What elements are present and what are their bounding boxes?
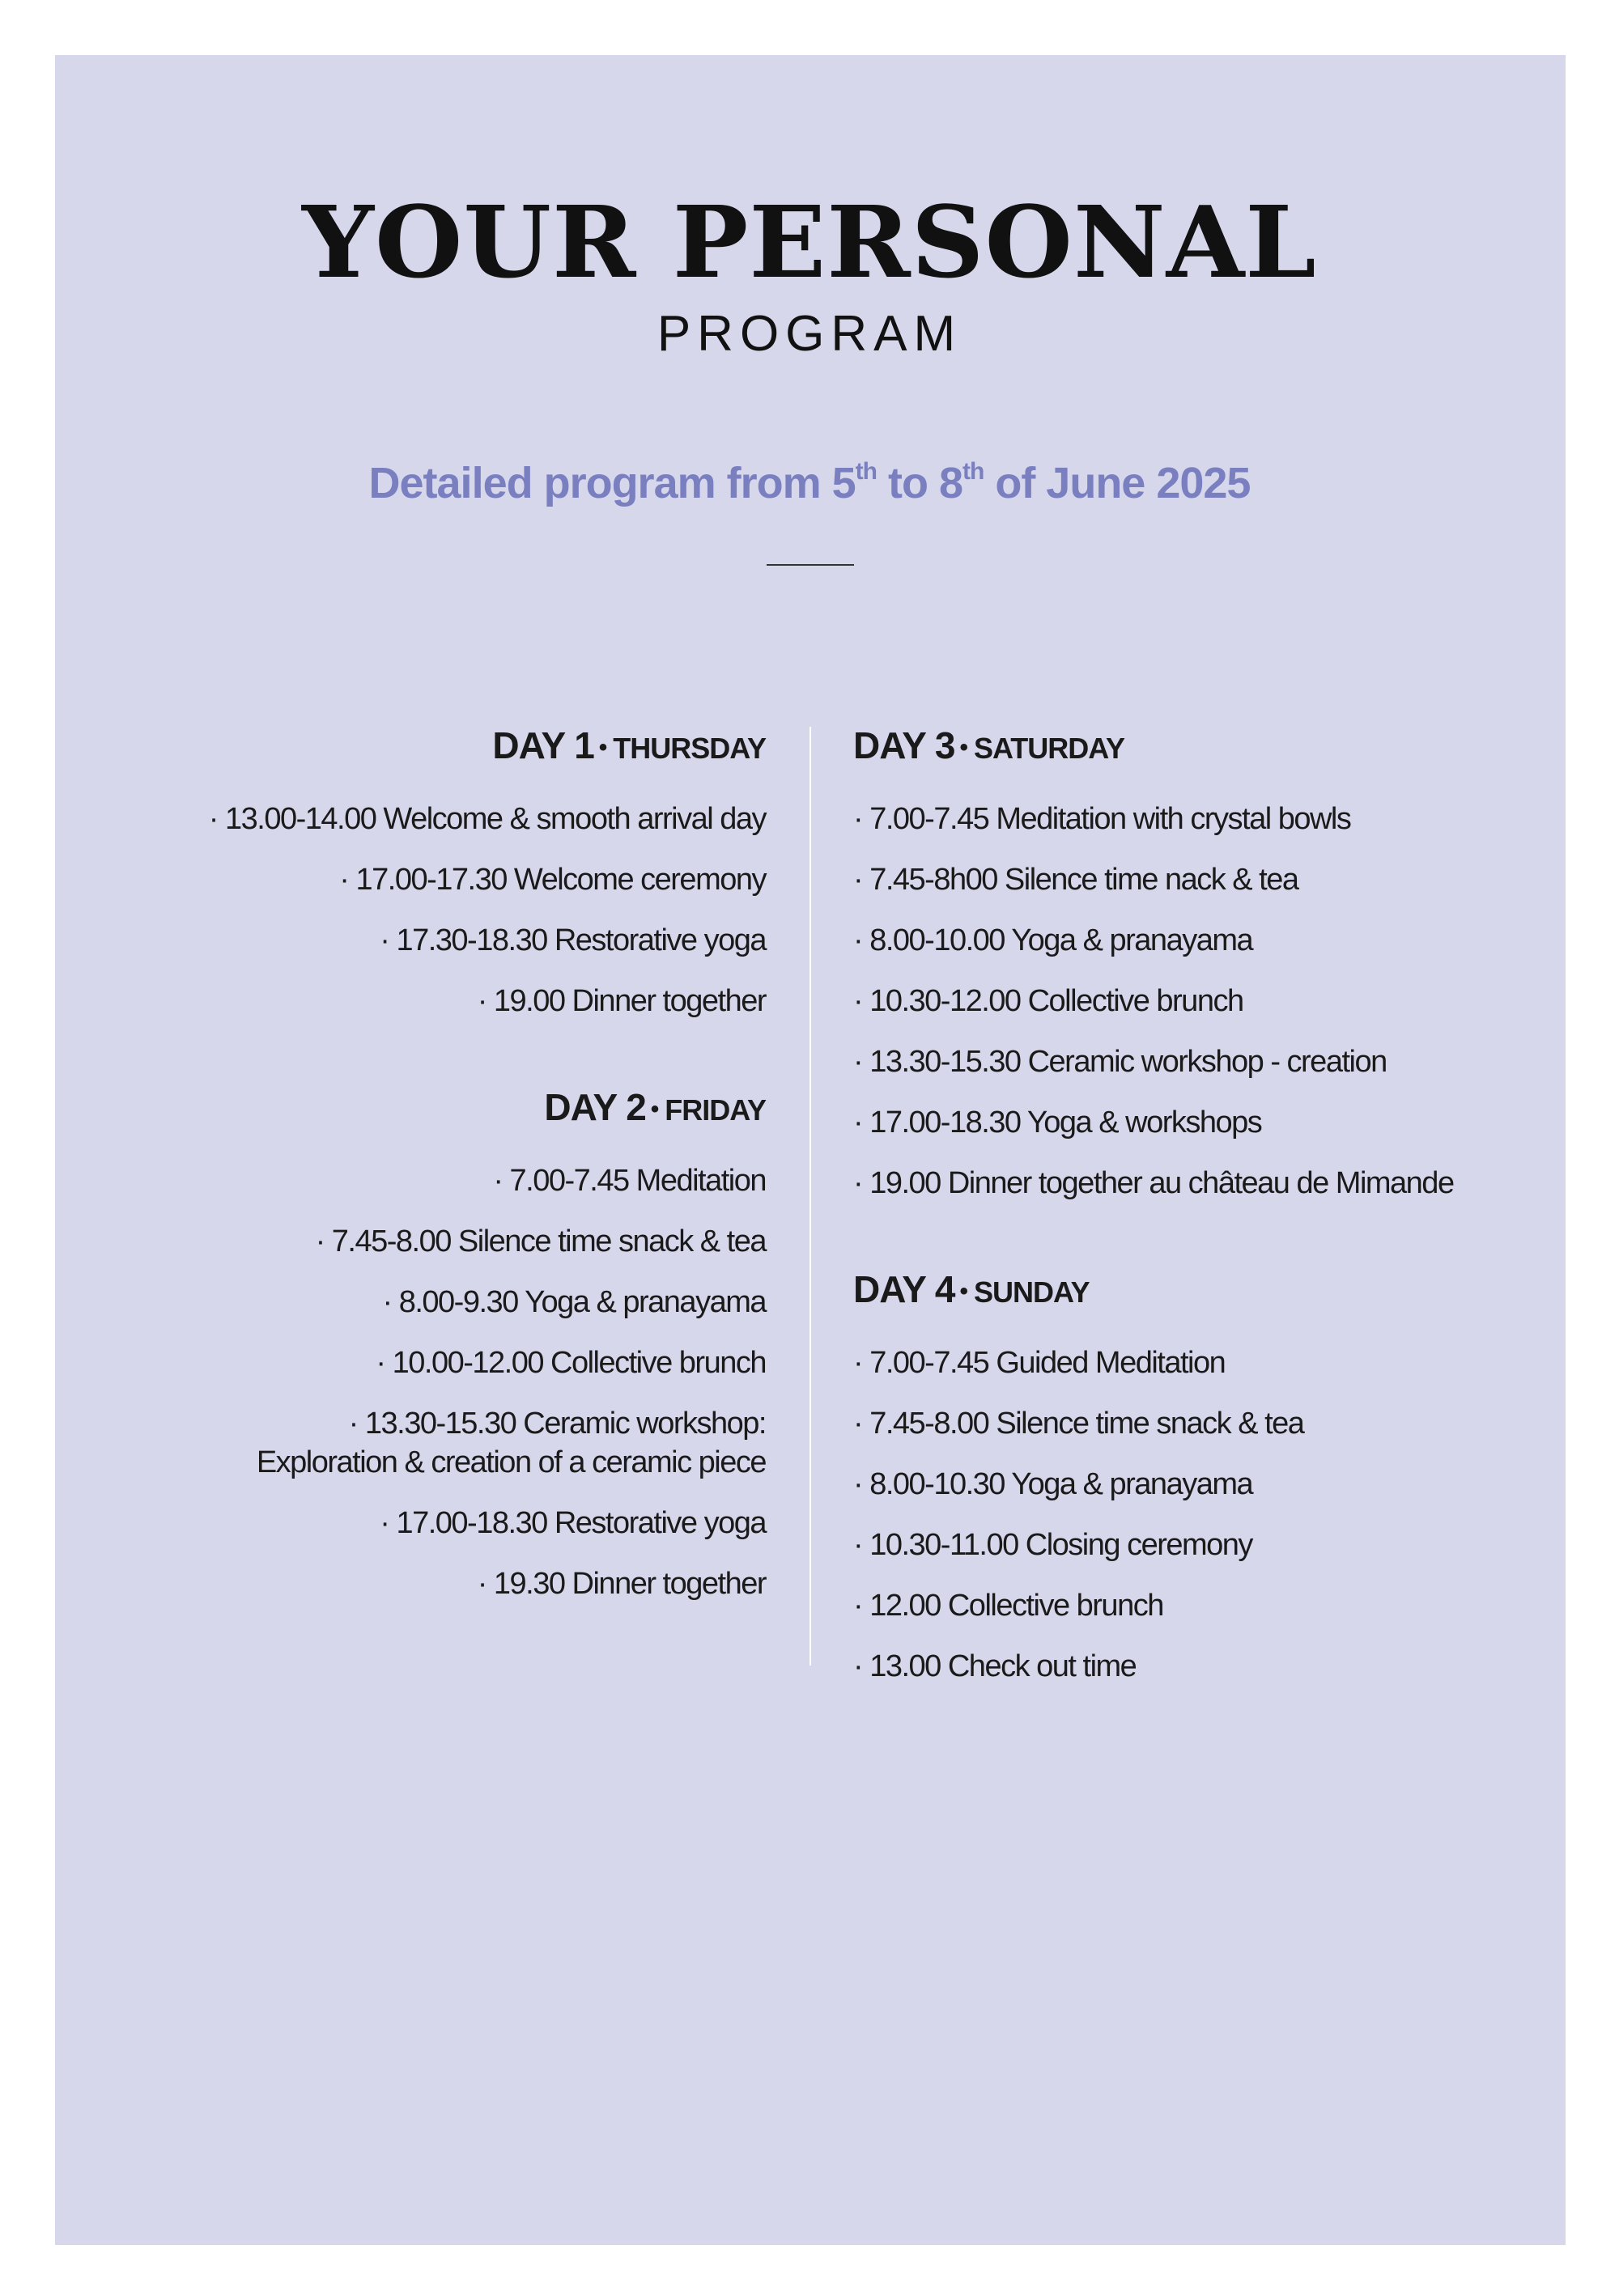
day-2-item: · 8.00-9.30 Yoga & pranayama xyxy=(382,1285,766,1319)
right-column xyxy=(853,719,1501,1746)
day-3-label: DAY 3 xyxy=(853,724,955,766)
day-4-item: · 7.45-8.00 Silence time snack & tea xyxy=(853,1407,1304,1441)
dates-suffix: of June 2025 xyxy=(984,459,1251,507)
day-3-item: · 19.00 Dinner together au château de Mimande xyxy=(853,1166,1454,1200)
dates-sup-1: th xyxy=(855,458,877,485)
day-2-block xyxy=(146,1080,766,1603)
day-4-item: · 10.30-11.00 Closing ceremony xyxy=(853,1528,1252,1562)
day-3-item: · 10.30-12.00 Collective brunch xyxy=(853,984,1243,1018)
day-3-separator: • xyxy=(959,734,967,761)
day-1-weekday: THURSDAY xyxy=(613,732,766,765)
day-2-item: · 19.30 Dinner together xyxy=(477,1567,766,1601)
heading-rule xyxy=(767,564,854,566)
day-2-weekday: FRIDAY xyxy=(665,1093,766,1127)
day-4-item: · 8.00-10.30 Yoga & pranayama xyxy=(853,1467,1253,1501)
day-1-heading xyxy=(146,719,766,778)
day-2-item-multiline xyxy=(146,1404,766,1482)
column-divider xyxy=(810,727,811,1666)
day-2-item-line-1: · 13.30-15.30 Ceramic workshop: xyxy=(348,1407,766,1441)
day-2-separator: • xyxy=(650,1096,659,1123)
day-4-item: · 13.00 Check out time xyxy=(853,1649,1137,1683)
day-1-item: · 17.00-17.30 Welcome ceremony xyxy=(339,863,766,897)
day-4-heading xyxy=(853,1263,1501,1322)
day-1-label: DAY 1 xyxy=(492,724,594,766)
page-subtitle: PROGRAM xyxy=(657,306,962,362)
day-3-weekday: SATURDAY xyxy=(973,732,1124,765)
day-1-item: · 13.00-14.00 Welcome & smooth arrival day xyxy=(208,802,766,836)
day-4-item: · 12.00 Collective brunch xyxy=(853,1589,1163,1623)
day-3-item: · 17.00-18.30 Yoga & workshops xyxy=(853,1106,1262,1140)
day-4-label: DAY 4 xyxy=(853,1268,955,1310)
day-2-heading xyxy=(146,1080,766,1140)
day-2-label: DAY 2 xyxy=(544,1086,646,1128)
day-4-separator: • xyxy=(959,1278,967,1305)
dates-sup-2: th xyxy=(962,458,984,485)
day-2-item: · 17.00-18.30 Restorative yoga xyxy=(380,1506,766,1540)
day-2-item: · 7.00-7.45 Meditation xyxy=(493,1164,766,1198)
day-3-item: · 8.00-10.00 Yoga & pranayama xyxy=(853,923,1253,957)
day-2-item: · 7.45-8.00 Silence time snack & tea xyxy=(315,1224,766,1258)
day-1-block xyxy=(146,719,766,1021)
day-4-item: · 7.00-7.45 Guided Meditation xyxy=(853,1346,1226,1380)
dates-heading xyxy=(0,458,1619,507)
dates-middle: to 8 xyxy=(876,459,962,507)
page-title: YOUR PERSONAL xyxy=(302,184,1317,300)
day-2-item: · 10.00-12.00 Collective brunch xyxy=(376,1346,766,1380)
day-3-heading xyxy=(853,719,1501,778)
dates-prefix: Detailed program from 5 xyxy=(368,459,856,507)
day-3-item: · 7.45-8h00 Silence time nack & tea xyxy=(853,863,1298,897)
day-3-item: · 13.30-15.30 Ceramic workshop - creation xyxy=(853,1045,1387,1079)
day-1-separator: • xyxy=(598,734,607,761)
left-column xyxy=(146,719,766,1663)
day-1-item: · 17.30-18.30 Restorative yoga xyxy=(380,923,766,957)
day-4-block xyxy=(853,1263,1501,1686)
day-1-item: · 19.00 Dinner together xyxy=(477,984,766,1018)
day-2-item-line-2: Exploration & creation of a ceramic piece xyxy=(256,1445,766,1479)
day-4-weekday: SUNDAY xyxy=(973,1275,1090,1309)
day-3-item: · 7.00-7.45 Meditation with crystal bowls xyxy=(853,802,1351,836)
day-3-block xyxy=(853,719,1501,1203)
